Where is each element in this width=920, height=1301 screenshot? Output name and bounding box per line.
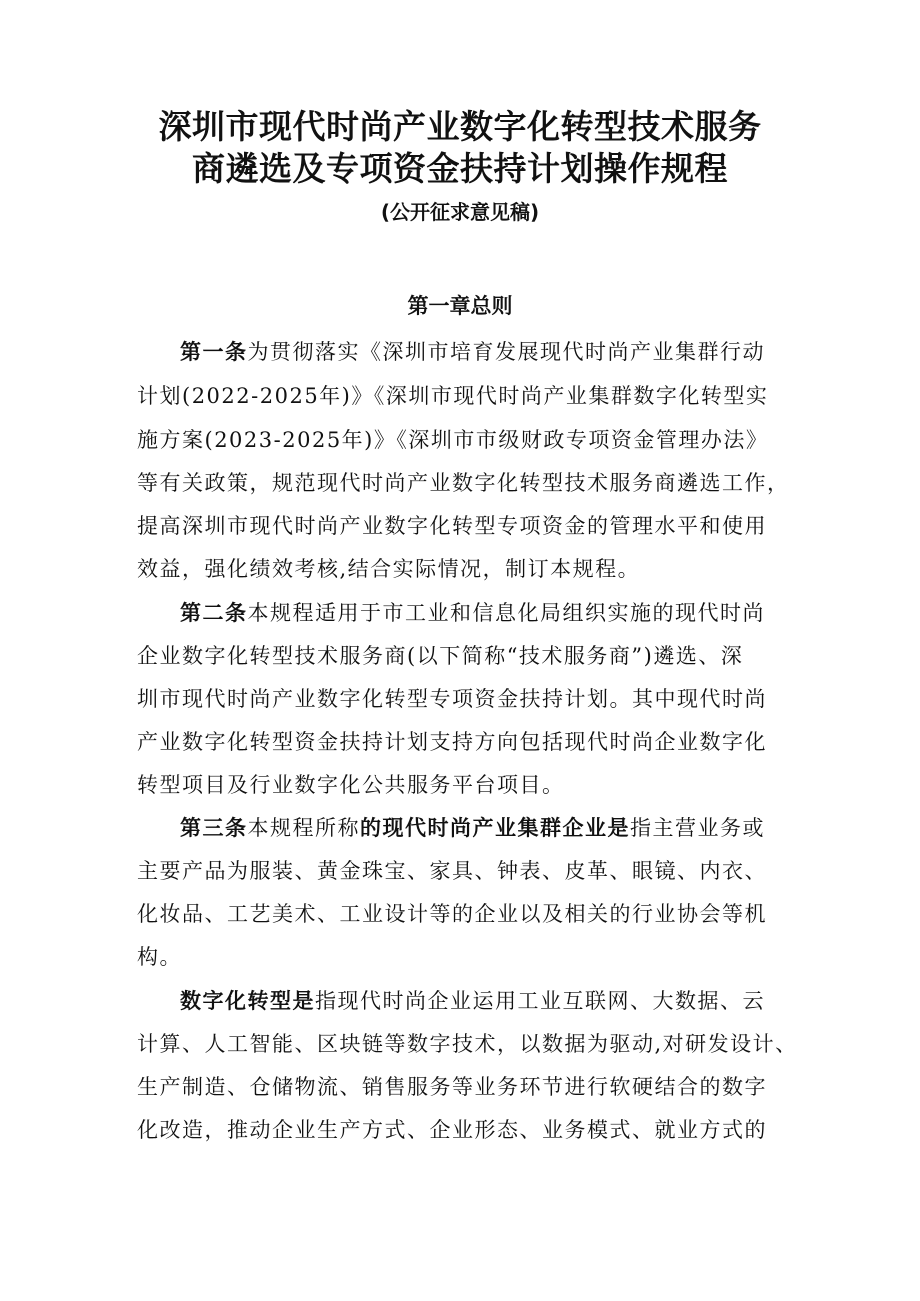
article-3-text: 本规程所称 [247, 816, 360, 840]
article-2-line-2: 企业数字化转型技术服务商(以下简称“技术服务商”)遴选、深 [137, 644, 744, 668]
definition-line-4: 化改造，推动企业生产方式、企业形态、业务模式、就业方式的 [137, 1118, 767, 1142]
article-1-line-2: 计划(2022-2025年)》《深圳市现代时尚产业集群数字化转型实 [137, 384, 769, 408]
article-1-text: 为贯彻落实《深圳市培育发展现代时尚产业集群行动 [247, 340, 765, 364]
document-title-line-2: 商遴选及专项资金扶持计划操作规程 [192, 149, 728, 188]
article-3-term: 的现代时尚产业集群企业是 [360, 816, 630, 840]
article-2-label: 第二条 [180, 601, 248, 625]
document-title-line-1: 深圳市现代时尚产业数字化转型技术服务 [158, 107, 762, 146]
article-3-line-1 [180, 813, 797, 843]
article-1-line-6: 效益，强化绩效考核,结合实际情况，制订本规程。 [137, 557, 641, 581]
article-2-text: 本规程适用于市工业和信息化局组织实施的现代时尚 [247, 601, 765, 625]
document-subtitle: (公开征求意见稿) [380, 200, 540, 224]
article-2-line-4: 产业数字化转型资金扶持计划支持方向包括现代时尚企业数字化 [137, 730, 767, 754]
article-2-line-1 [180, 598, 797, 628]
article-1-line-1 [180, 337, 797, 367]
article-1-line-5: 提高深圳市现代时尚产业数字化转型专项资金的管理水平和使用 [137, 514, 767, 538]
article-1-line-4: 等有关政策，规范现代时尚产业数字化转型技术服务商遴选工作， [137, 471, 790, 495]
article-3-line-4: 构。 [137, 945, 182, 969]
definition-term: 数字化转型是 [180, 989, 315, 1013]
article-3-text-tail: 指主营业务或 [630, 816, 765, 840]
article-1-label: 第一条 [180, 340, 248, 364]
article-2-line-5: 转型项目及行业数字化公共服务平台项目。 [137, 773, 565, 797]
chapter-heading: 第一章总则 [407, 294, 513, 318]
article-3-label: 第三条 [180, 816, 248, 840]
definition-line-3: 生产制造、仓储物流、销售服务等业务环节进行软硬结合的数字 [137, 1075, 767, 1099]
article-1-line-3: 施方案(2023-2025年)》《深圳市市级财政专项资金管理办法》 [137, 428, 769, 452]
article-2-line-3: 圳市现代时尚产业数字化转型专项资金扶持计划。其中现代时尚 [137, 687, 767, 711]
definition-text: 指现代时尚企业运用工业互联网、大数据、云 [315, 989, 765, 1013]
definition-line-1 [180, 986, 797, 1016]
article-3-line-2: 主要产品为服装、黄金珠宝、家具、钟表、皮革、眼镜、内衣、 [137, 859, 767, 883]
article-3-line-3: 化妆品、工艺美术、工业设计等的企业以及相关的行业协会等机 [137, 902, 767, 926]
definition-line-2: 计算、人工智能、区块链等数字技术，以数据为驱动,对研发设计、 [137, 1032, 798, 1056]
